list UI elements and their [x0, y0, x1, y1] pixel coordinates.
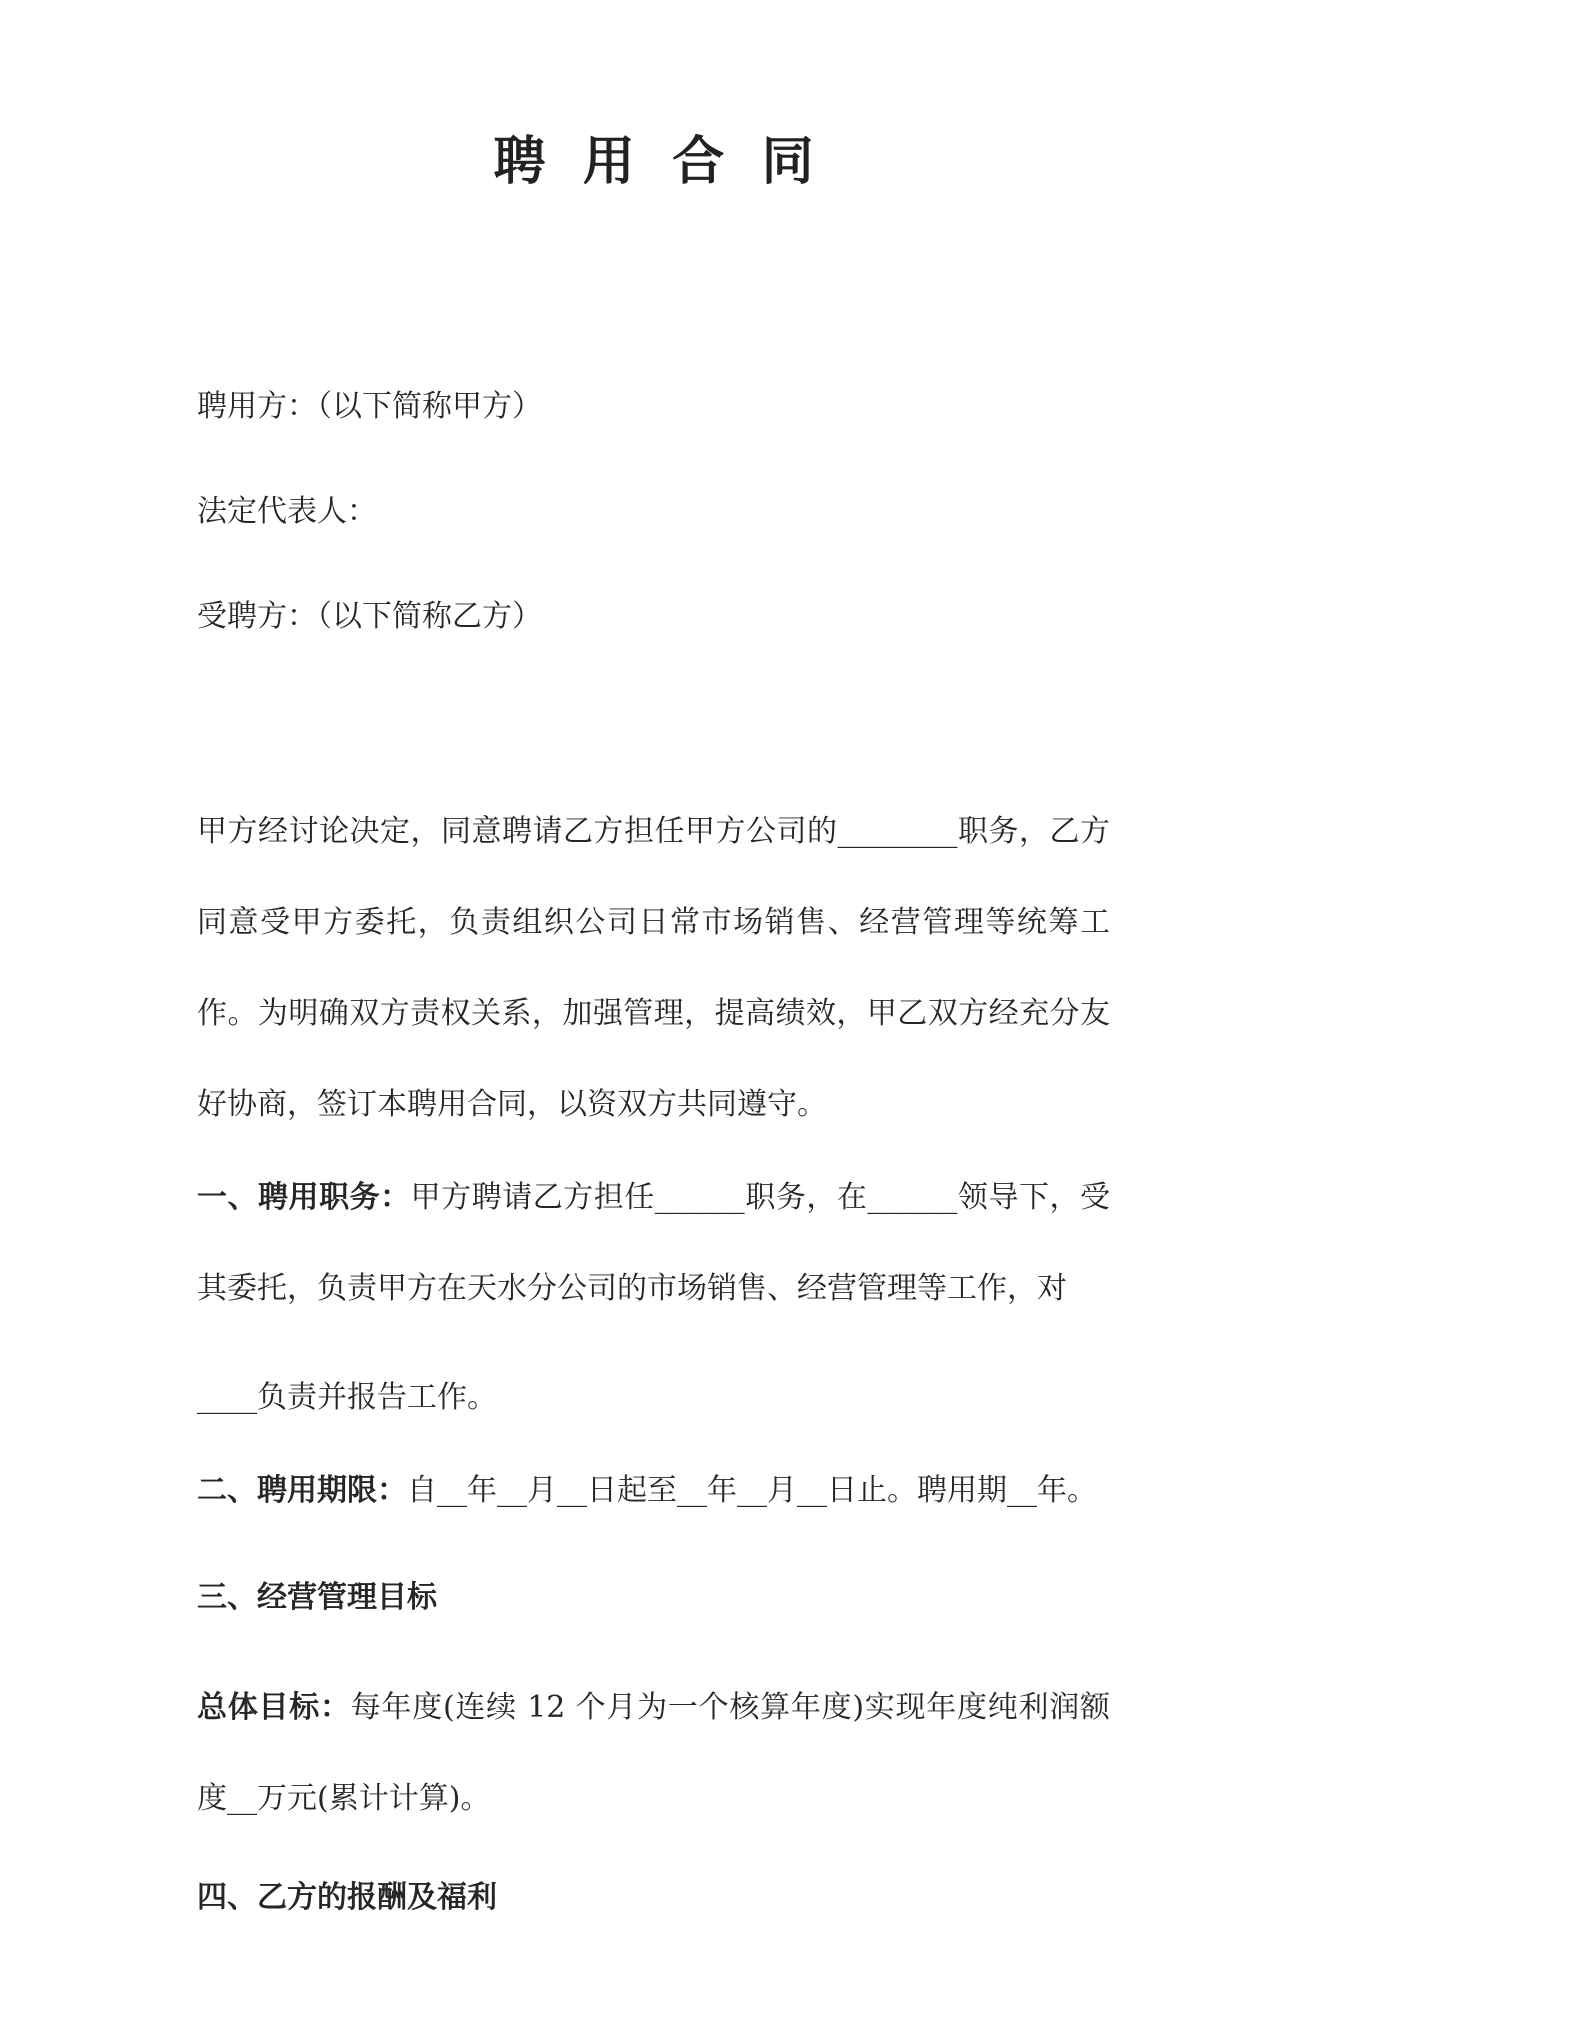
section-1-continuation: ____负责并报告工作。: [197, 1380, 497, 1415]
section-4-heading: 四、乙方的报酬及福利: [197, 1880, 497, 1915]
section-2-text: 自__年__月__日起至__年__月__日止。聘用期__年。: [407, 1473, 1097, 1508]
section-3-heading: 三、经营管理目标: [197, 1580, 437, 1615]
document-title: 聘用合同: [493, 131, 852, 192]
overall-goal-label: 总体目标：: [197, 1690, 351, 1725]
section-2-label: 二、聘用期限：: [197, 1473, 407, 1508]
overall-goal-paragraph: [197, 1662, 1110, 1844]
contract-page: [0, 115, 1110, 1943]
section-2-employment-term: [197, 1445, 1110, 1536]
party-b-line: 受聘方：（以下简称乙方）: [197, 599, 542, 634]
party-a-line: 聘用方：（以下简称甲方）: [197, 389, 542, 424]
section-1-employment-position: [197, 1152, 1110, 1334]
legal-representative-line: 法定代表人：: [197, 494, 377, 529]
overall-goal-text: 每年度(连续 12 个月为一个核算年度)实现年度纯利润额度__万元(累计计算)。: [197, 1690, 1111, 1816]
section-1-label: 一、聘用职务：: [197, 1180, 411, 1215]
section-1-text: 甲方聘请乙方担任______职务，在______领导下，受其委托，负责甲方在天水分公司的市场销售、经营管理等工作，对: [197, 1180, 1111, 1306]
intro-paragraph: 甲方经讨论决定，同意聘请乙方担任甲方公司的________职务，乙方同意受甲方委托，负责组织公司日常市场销售、经营管理等统筹工作。为明确双方责权关系，加强管理，提高绩效，甲乙双方经充分友好协商，签订本聘用合同，以资双方共同遵守。: [197, 814, 1110, 1122]
